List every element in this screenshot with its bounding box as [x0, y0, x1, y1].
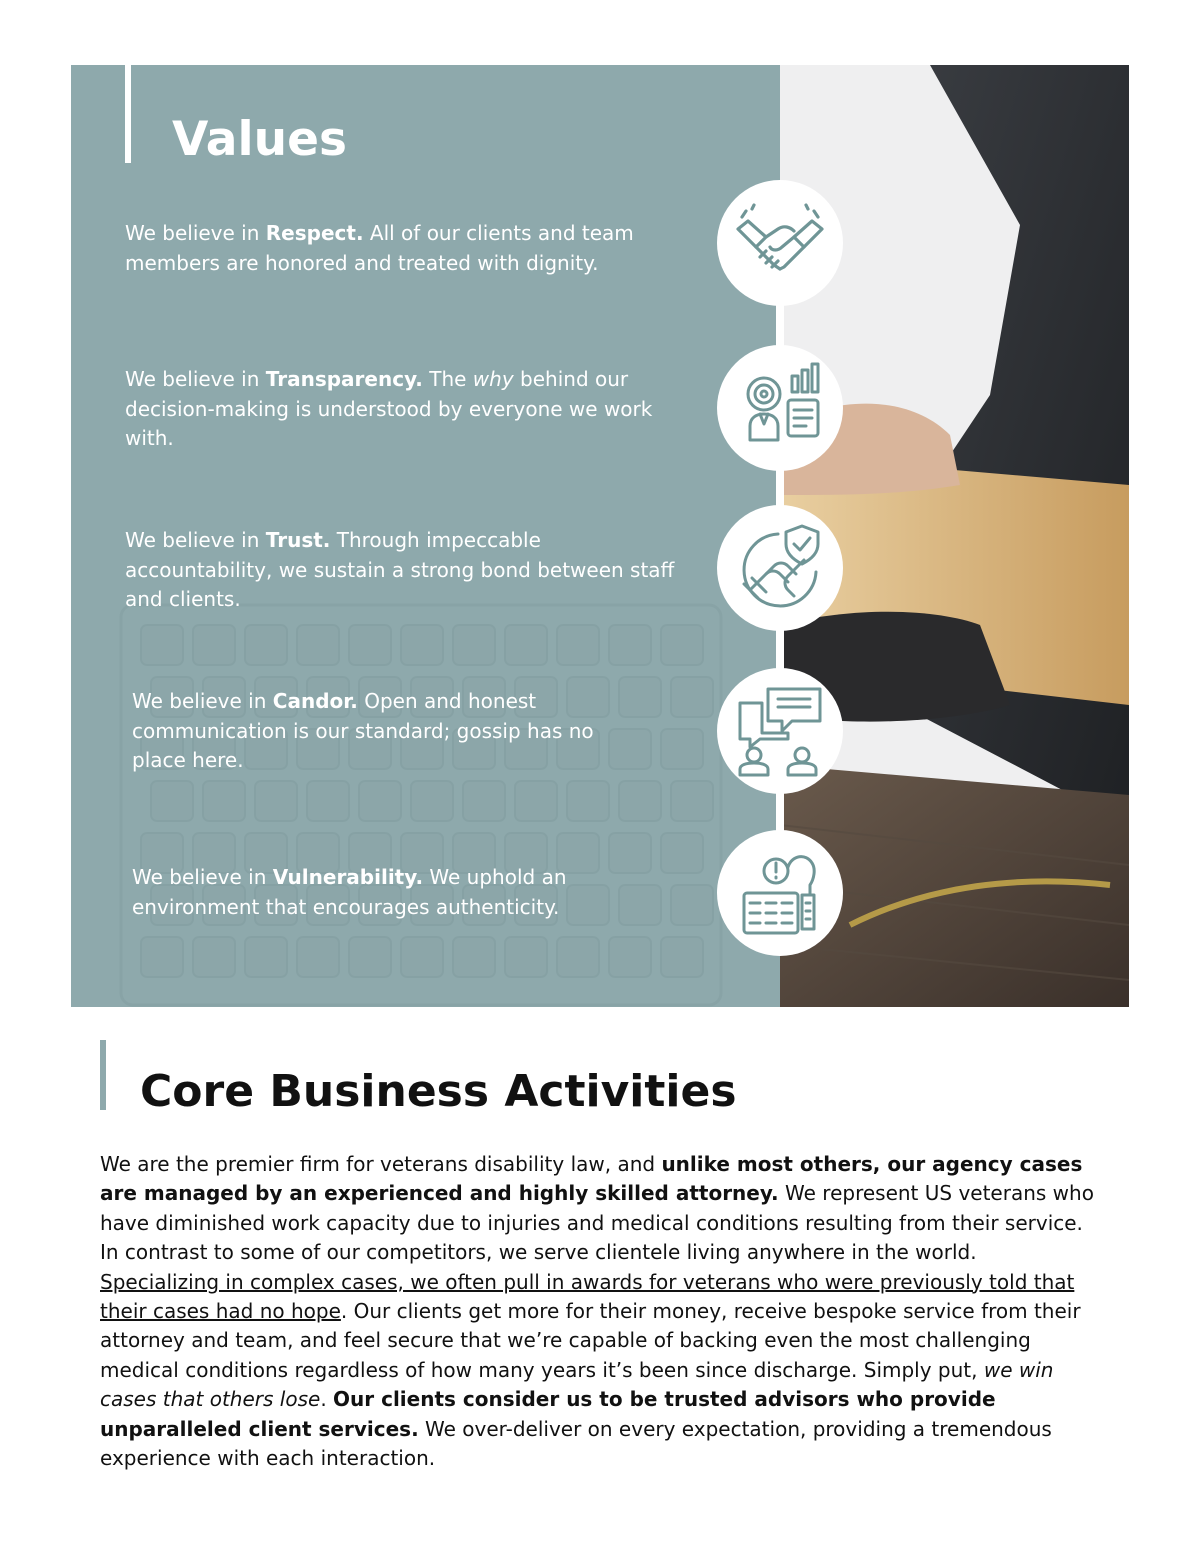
keyboard-key [359, 781, 401, 821]
keyboard-key [245, 625, 287, 665]
value-vulnerability: We believe in Vulnerability. We uphold an environment that encourages authenticity. [132, 865, 567, 919]
keyboard-key [557, 937, 599, 977]
keyboard-key [567, 781, 609, 821]
keyboard-key [515, 781, 557, 821]
value-trust: We believe in Trust. Through impeccable accountability, we sustain a strong bond between staff and clients. [125, 528, 675, 611]
keyboard-key [297, 625, 339, 665]
conversation-icon [717, 668, 843, 794]
trust-shield-icon [717, 505, 843, 631]
keyboard-key [203, 781, 245, 821]
keyboard-key [557, 625, 599, 665]
keyboard-image [111, 585, 751, 1007]
keyboard-key [151, 781, 193, 821]
keyboard-key [193, 625, 235, 665]
keyboard-key [671, 677, 713, 717]
keyboard-key [661, 625, 703, 665]
keyboard-key [609, 625, 651, 665]
insight-board-icon [717, 830, 843, 956]
keyboard-key [349, 937, 391, 977]
keyboard-key [193, 937, 235, 977]
values-heading-bar [125, 65, 131, 163]
keyboard-key [401, 625, 443, 665]
core-heading: Core Business Activities [140, 1066, 737, 1117]
keyboard-key [297, 937, 339, 977]
handshake-icon [717, 180, 843, 306]
keyboard-key [411, 781, 453, 821]
core-paragraph: We are the premier firm for veterans disability law, and unlike most others, our agency cases are managed by an experienced and highly skilled attorney. We represent US veterans who have diminished work capacity due to injuries and medical conditions resulting from their service. In contrast to some of our competitors, we serve clientele living anywhere in the world. Specializing in complex cases, we often pull in awards for veterans who were previously told that their cases had no hope. Our clients get more for their money, receive bespoke service from their attorney and team, and feel secure that we’re capable of backing even the most challenging medical conditions regardless of how many years it’s been since discharge. Simply put, we win cases that others lose. Our clients consider us to be trusted advisors who provide unparalleled client services. We over-deliver on every expectation, providing a tremendous experience with each interaction. [100, 1152, 1094, 1471]
keyboard-key [245, 937, 287, 977]
keyboard-key [141, 625, 183, 665]
value-candor: We believe in Candor. Open and honest communication is our standard; gossip has no place here. [132, 689, 594, 772]
analysis-icon [717, 345, 843, 471]
keyboard-key [671, 885, 713, 925]
keyboard-key [307, 781, 349, 821]
keyboard-key [505, 937, 547, 977]
keyboard-key [463, 781, 505, 821]
keyboard-key [609, 937, 651, 977]
value-respect: We believe in Respect. All of our clients and team members are honored and treated with dignity. [125, 221, 634, 275]
keyboard-key [619, 781, 661, 821]
keyboard-key [671, 781, 713, 821]
keyboard-key [661, 833, 703, 873]
keyboard-key [255, 781, 297, 821]
keyboard-key [141, 937, 183, 977]
keyboard-key [349, 625, 391, 665]
keyboard-key [661, 729, 703, 769]
keyboard-key [505, 625, 547, 665]
values-heading: Values [172, 112, 347, 167]
core-heading-bar [100, 1040, 106, 1110]
value-transparency: We believe in Transparency. The why behind our decision-making is understood by everyone we work with. [125, 367, 653, 450]
keyboard-key [661, 937, 703, 977]
keyboard-key [401, 937, 443, 977]
keyboard-key [453, 937, 495, 977]
keyboard-key [453, 625, 495, 665]
